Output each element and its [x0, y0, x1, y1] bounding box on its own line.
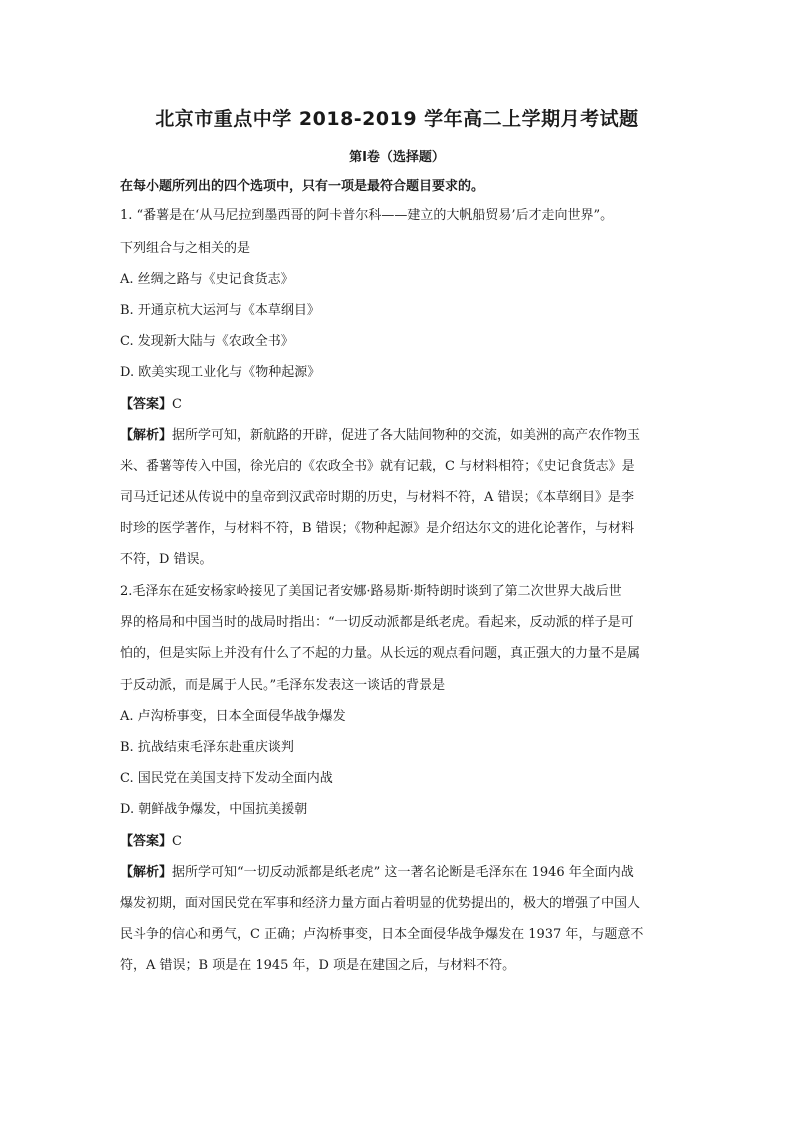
q2-analysis-line: 【解析】据所学可知“一切反动派都是纸老虎” 这一著名论断是毛泽东在 1946 年全面内战 — [120, 865, 634, 880]
q1-stem-line: 1. “番薯是在‘从马尼拉到墨西哥的阿卡普尔科——建立的大帆船贸易’后才走向世界”。 — [120, 208, 614, 223]
section-marker: 【答案】 — [120, 397, 173, 412]
q1-analysis-line: 司马迁记述从传说中的皇帝到汉武帝时期的历史，与材料不符，A 错误；《本草纲目》是李 — [120, 490, 635, 505]
q2-option-a: A. 卢沟桥事变，日本全面侵华战争爆发 — [120, 709, 346, 724]
q1-answer: 【答案】C — [120, 397, 182, 412]
page-title: 北京市重点中学 2018-2019 学年高二上学期月考试题 — [155, 108, 639, 130]
instruction-text: 在每小题所列出的四个选项中，只有一项是最符合题目要求的。 — [120, 179, 485, 194]
q1-option-a: A. 丝绸之路与《史记食货志》 — [120, 272, 294, 287]
section-marker: 【解析】 — [120, 428, 173, 443]
q1-option-d: D. 欧美实现工业化与《物种起源》 — [120, 365, 321, 380]
section-subtitle: 第Ⅰ卷（选择题） — [349, 150, 445, 165]
q1-analysis-line: 【解析】据所学可知，新航路的开辟，促进了各大陆间物种的交流，如美洲的高产农作物玉 — [120, 428, 641, 443]
q2-option-b: B. 抗战结束毛泽东赴重庆谈判 — [120, 740, 294, 755]
q2-analysis-line: 符，A 错误；B 项是在 1945 年，D 项是在建国之后，与材料不符。 — [120, 958, 516, 973]
q1-option-c: C. 发现新大陆与《农政全书》 — [120, 334, 294, 349]
q2-analysis-line: 爆发初期，面对国民党在军事和经济力量方面占着明显的优势提出的，极大的增强了中国人 — [120, 896, 641, 911]
q1-option-b: B. 开通京杭大运河与《本草纲目》 — [120, 303, 320, 318]
q1-analysis-line: 时珍的医学著作，与材料不符，B 错误；《物种起源》是介绍达尔文的进化论著作，与材料 — [120, 521, 635, 536]
q1-analysis-line: 米、番薯等传入中国，徐光启的《农政全书》就有记载，C 与材料相符；《史记食货志》是 — [120, 459, 635, 474]
q2-option-c: C. 国民党在美国支持下发动全面内战 — [120, 771, 333, 786]
q2-stem-line: 于反动派，而是属于人民。”毛泽东发表这一谈话的背景是 — [120, 678, 446, 693]
q2-analysis-line: 民斗争的信心和勇气，C 正确；卢沟桥事变，日本全面侵华战争爆发在 1937 年，与题意不 — [120, 927, 644, 942]
q2-stem-line: 2.毛泽东在延安杨家岭接见了美国记者安娜·路易斯·斯特朗时谈到了第二次世界大战后世 — [120, 584, 622, 599]
q2-stem-line: 界的格局和中国当时的战局时指出：“一切反动派都是纸老虎。看起来，反动派的样子是可 — [120, 615, 634, 630]
section-marker: 【答案】 — [120, 834, 173, 849]
q1-analysis-line: 不符，D 错误。 — [120, 552, 213, 567]
q2-answer: 【答案】C — [120, 834, 182, 849]
q1-stem-line: 下列组合与之相关的是 — [120, 241, 251, 256]
q2-stem-line: 怕的，但是实际上并没有什么了不起的力量。从长远的观点看问题，真正强大的力量不是属 — [120, 646, 641, 661]
section-marker: 【解析】 — [120, 865, 173, 880]
q2-option-d: D. 朝鲜战争爆发，中国抗美援朝 — [120, 802, 308, 817]
